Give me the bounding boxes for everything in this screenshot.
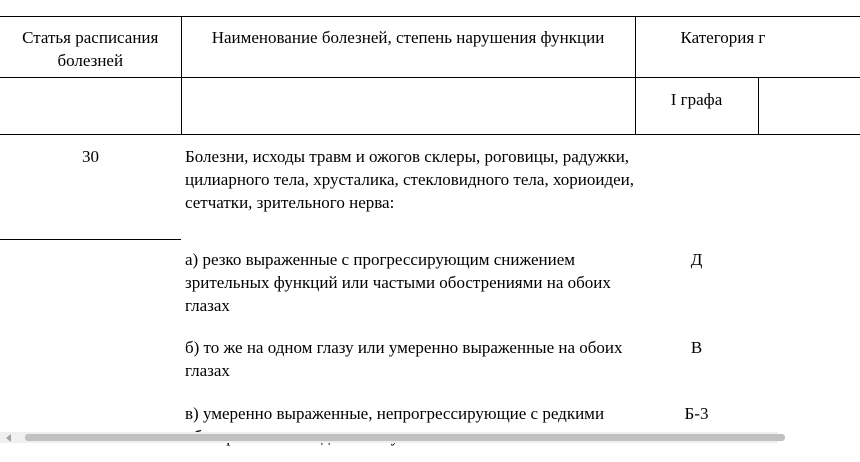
item-text: а) резко выраженные с прогрессирующим снижением зрительных функций или частыми обострениями на обоих глазах [185,249,611,315]
item-text: б) то же на одном глазу или умеренно выраженные на обоих глазах [185,337,623,380]
scrollbar-thumb[interactable] [25,434,785,441]
scroll-left-arrow-icon[interactable] [6,434,11,442]
table-subheader-row [0,78,860,135]
article-number: 30 [0,135,181,240]
subheader-empty-rest [758,78,860,135]
disease-name: Болезни, исходы травм и ожогов склеры, роговицы, радужки, цилиарного тела, хрусталика, стекловидного тела, хориоидеи, сетчатки, зрительного нерва: [185,147,635,212]
header-article: Статья расписания болезней [0,17,181,78]
table-row [0,135,860,240]
header-category: Категория г [635,17,860,78]
empty-cell [0,328,181,394]
empty-cell [0,240,181,328]
header-grafa-1: I графа [635,78,758,135]
subheader-empty-article [0,78,181,135]
table-header-row [0,17,860,78]
table-row [0,328,860,394]
empty-cell [758,394,860,462]
table-row [0,394,860,462]
item-category: Б-3 [684,403,709,423]
header-name: Наименование болезней, степень нарушения функции [181,17,635,78]
empty-cell [758,240,860,328]
disease-schedule-table [0,16,860,462]
item-category: В [690,337,703,357]
item-text: в) умеренно выраженные, непрогрессирующие с редкими [185,403,605,423]
empty-cell [758,135,860,240]
empty-cell [635,135,758,240]
item-category: Д [690,249,703,269]
horizontal-scrollbar[interactable] [0,432,778,443]
table-row [0,240,860,328]
empty-cell [0,394,181,462]
empty-cell [758,328,860,394]
subheader-empty-name [181,78,635,135]
